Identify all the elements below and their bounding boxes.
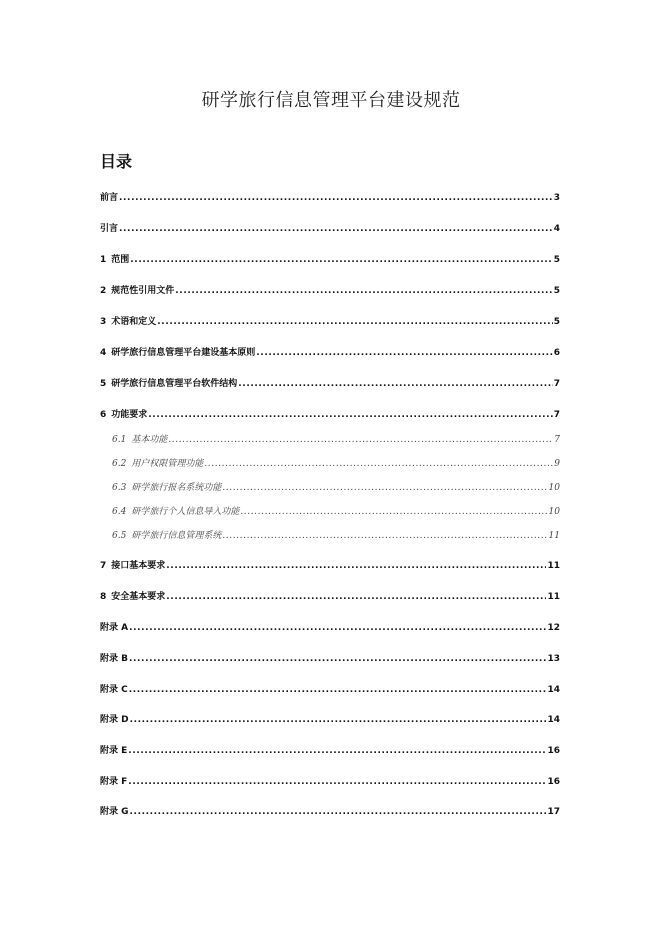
toc-entry[interactable] [100, 376, 560, 392]
toc-entry-page: 6 [553, 348, 560, 358]
toc-entry[interactable] [100, 407, 560, 423]
toc-entry-number: 6.3 [112, 483, 127, 493]
toc-entry[interactable] [100, 283, 560, 299]
toc-entry[interactable] [100, 651, 560, 667]
toc-entry-page: 12 [547, 623, 560, 633]
toc-entry[interactable] [100, 558, 560, 574]
toc-entry[interactable] [112, 456, 560, 472]
toc-entry[interactable] [112, 528, 560, 544]
toc-entry-label: 附录 G [100, 807, 129, 817]
toc-entry-page: 5 [553, 286, 560, 296]
toc-entry-page: 4 [553, 224, 560, 234]
toc-entry[interactable] [112, 504, 560, 520]
toc-entry-number: 4 [100, 348, 107, 358]
toc-entry-page: 16 [547, 746, 560, 756]
toc-entry[interactable] [100, 682, 560, 698]
toc-entry-label: 附录 E [100, 746, 128, 756]
toc-entry-number: 5 [100, 379, 107, 389]
toc-entry[interactable] [100, 712, 560, 728]
toc-entry[interactable] [100, 221, 560, 237]
toc-dot-leader [129, 685, 547, 695]
toc-dot-leader [256, 348, 552, 358]
toc-dot-leader [128, 746, 546, 756]
toc-entry[interactable] [100, 314, 560, 330]
toc-entry[interactable] [100, 620, 560, 636]
toc-dot-leader [238, 379, 552, 389]
toc-entry[interactable] [100, 774, 560, 790]
document-title: 研学旅行信息管理平台建设规范 [201, 90, 461, 111]
toc-dot-leader [166, 592, 546, 602]
toc-entry-number: 6 [100, 410, 107, 420]
toc-entry-label: 接口基本要求 [111, 561, 166, 571]
toc-entry-label: 规范性引用文件 [111, 286, 175, 296]
toc-dot-leader [157, 317, 552, 327]
toc-entry-label: 研学旅行信息管理平台建设基本原则 [111, 348, 256, 358]
toc-entry-label: 前言 [100, 193, 119, 203]
toc-dot-leader [129, 654, 546, 664]
toc-entry-label: 用户权限管理功能 [131, 459, 204, 469]
toc-dot-leader [240, 507, 547, 517]
toc-entry-number: 6.1 [112, 435, 127, 445]
toc-entry-page: 17 [547, 807, 560, 817]
toc-entry-page: 14 [547, 685, 560, 695]
toc-entry-number: 3 [100, 317, 107, 327]
toc-heading: 目录 [100, 152, 133, 171]
toc-entry-label: 基本功能 [131, 435, 168, 445]
toc-dot-leader [175, 286, 552, 296]
toc-dot-leader [222, 531, 547, 541]
toc-entry-label: 附录 C [100, 685, 128, 695]
toc-entry-page: 5 [553, 317, 560, 327]
toc-entry-page: 3 [553, 193, 560, 203]
toc-dot-leader [129, 623, 546, 633]
toc-entry-page: 10 [548, 483, 560, 493]
toc-entry-page: 14 [547, 715, 560, 725]
toc-dot-leader [119, 224, 553, 234]
toc-entry[interactable] [100, 252, 560, 268]
toc-entry[interactable] [112, 480, 560, 496]
toc-entry-page: 13 [547, 654, 560, 664]
toc-entry-label: 研学旅行信息管理系统 [131, 531, 222, 541]
toc-entry[interactable] [100, 589, 560, 605]
toc-dot-leader [119, 193, 553, 203]
toc-entry-number: 7 [100, 561, 107, 571]
toc-dot-leader [130, 715, 547, 725]
toc-entry-number: 2 [100, 286, 107, 296]
toc-entry-label: 研学旅行信息管理平台软件结构 [111, 379, 238, 389]
toc-entry-page: 11 [547, 592, 560, 602]
toc-entry-number: 6.5 [112, 531, 127, 541]
toc-entry-page: 7 [553, 410, 560, 420]
toc-entry-page: 10 [548, 507, 560, 517]
toc-entry-label: 功能要求 [111, 410, 148, 420]
toc-dot-leader [166, 561, 546, 571]
toc-dot-leader [148, 410, 552, 420]
toc-entry-page: 7 [553, 379, 560, 389]
toc-entry-number: 8 [100, 592, 107, 602]
toc-entry-label: 安全基本要求 [111, 592, 166, 602]
toc-entry-label: 附录 F [100, 777, 128, 787]
toc-entry-label: 研学旅行个人信息导入功能 [131, 507, 240, 517]
toc-entry[interactable] [100, 804, 560, 820]
toc-entry-page: 5 [553, 255, 560, 265]
toc-entry-label: 附录 A [100, 623, 129, 633]
toc-dot-leader [128, 777, 546, 787]
toc-entry-page: 16 [547, 777, 560, 787]
toc-dot-leader [130, 255, 552, 265]
toc-entry-page: 9 [554, 459, 560, 469]
toc-entry-number: 6.4 [112, 507, 127, 517]
toc-entry[interactable] [100, 190, 560, 206]
toc-entry[interactable] [112, 432, 560, 448]
toc-entry-label: 范围 [111, 255, 130, 265]
toc-entry[interactable] [100, 345, 560, 361]
toc-dot-leader [222, 483, 547, 493]
toc-entry-page: 11 [547, 561, 560, 571]
toc-dot-leader [130, 807, 547, 817]
toc-entry-page: 11 [548, 531, 560, 541]
toc-entry-number: 6.2 [112, 459, 127, 469]
toc-entry[interactable] [100, 743, 560, 759]
toc-entry-label: 引言 [100, 224, 119, 234]
toc-entry-label: 研学旅行报名系统功能 [131, 483, 222, 493]
toc-entry-label: 附录 D [100, 715, 129, 725]
toc-entry-label: 附录 B [100, 654, 128, 664]
toc-entry-page: 7 [554, 435, 560, 445]
toc-entry-number: 1 [100, 255, 107, 265]
toc-dot-leader [168, 435, 553, 445]
toc-dot-leader [204, 459, 553, 469]
toc-entry-label: 术语和定义 [111, 317, 157, 327]
